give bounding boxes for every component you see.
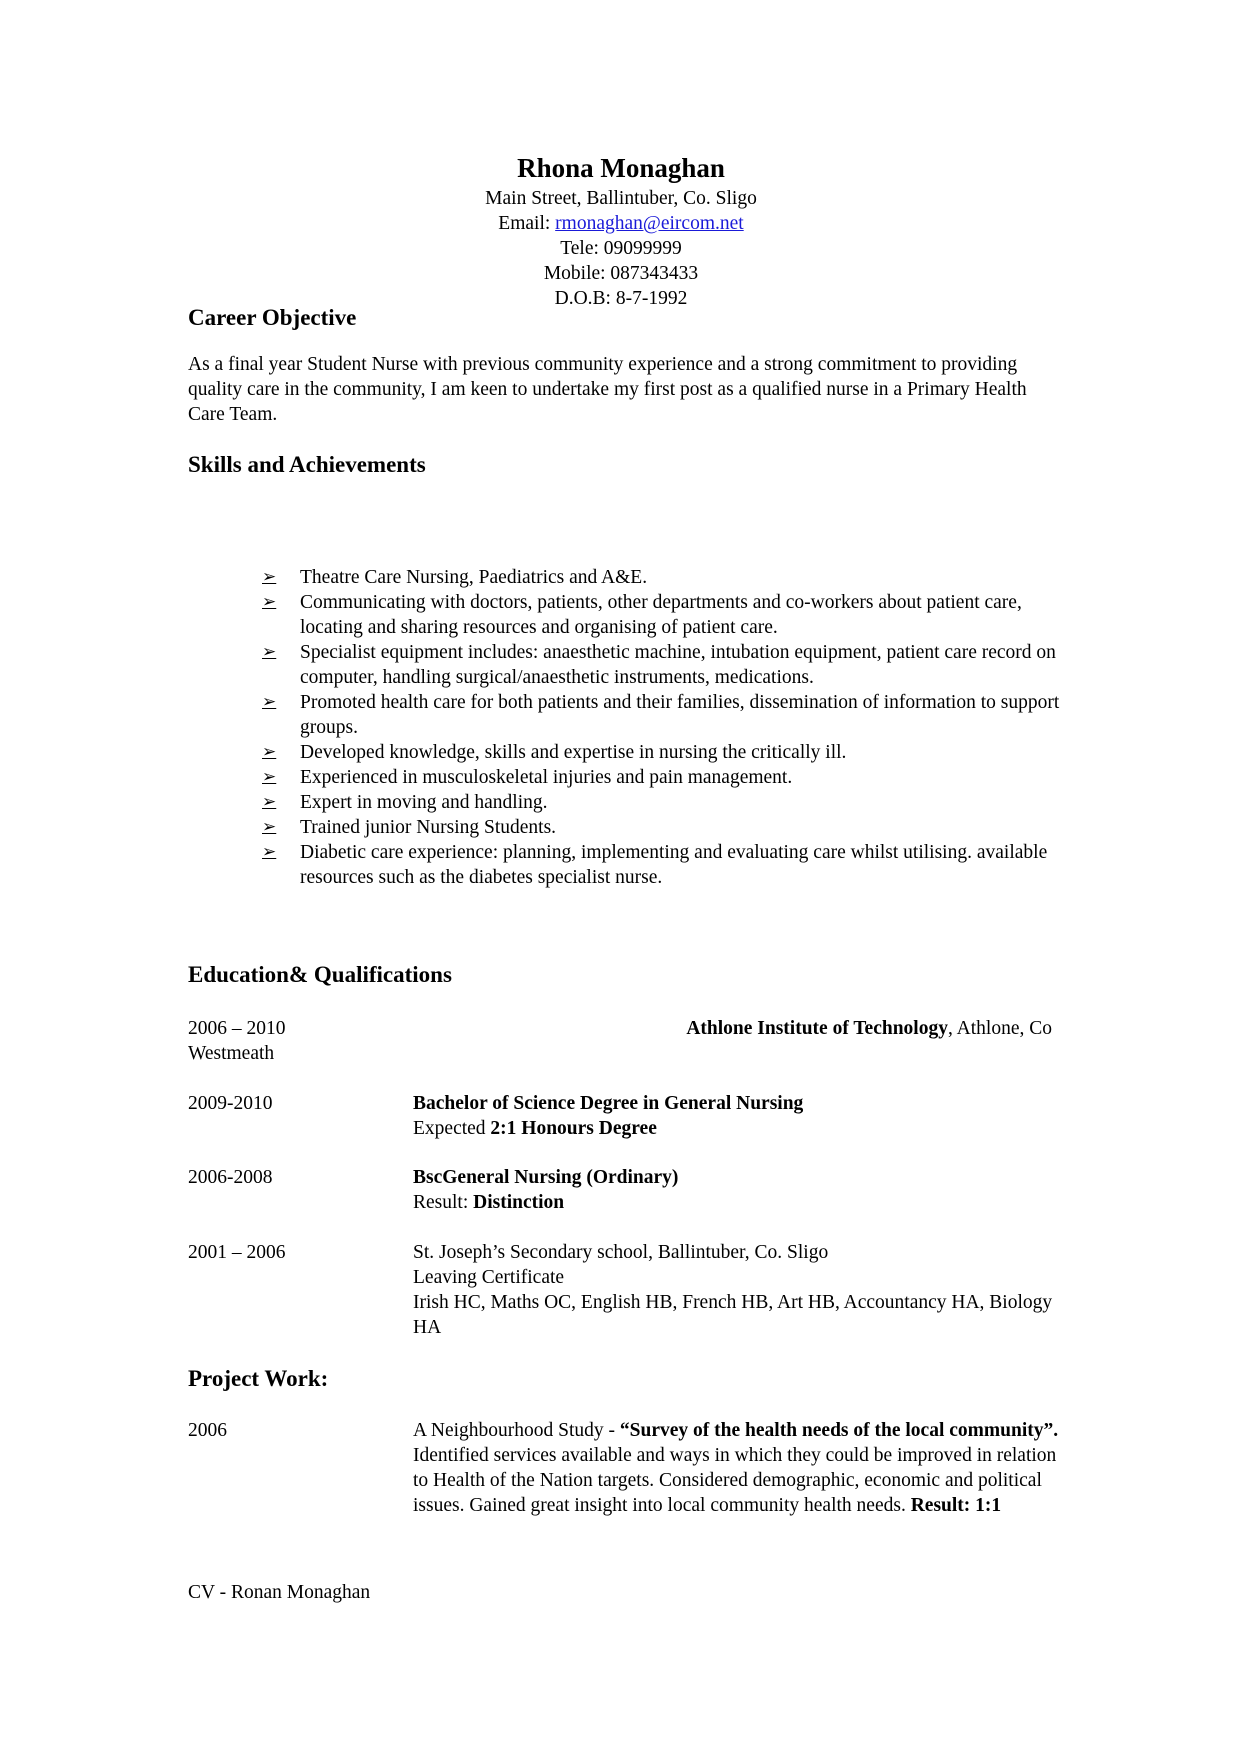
arrow-bullet-icon: ➢: [262, 767, 277, 787]
degree-result: Expected 2:1 Honours Degree: [413, 1118, 657, 1139]
project-heading: Project Work:: [188, 1366, 329, 1391]
email-link[interactable]: rmonaghan@eircom.net: [555, 213, 744, 234]
mobile: Mobile: 087343433: [543, 263, 699, 284]
email-label: Email:: [498, 213, 556, 234]
certificate-name: Leaving Certificate: [413, 1267, 565, 1288]
date-of-birth: D.O.B: 8-7-1992: [554, 288, 688, 309]
skills-list: [262, 565, 1062, 890]
arrow-bullet-icon: ➢: [262, 592, 277, 612]
project-date: 2006: [188, 1420, 227, 1441]
email-line: [0, 211, 1242, 236]
skill-item: ➢ Specialist equipment includes: anaesthetic machine, intubation equipment, patient care record on computer, handling surgical/anaesthetic instruments, medications.: [262, 642, 1056, 688]
degree-title: BscGeneral Nursing (Ordinary): [413, 1167, 679, 1188]
education-detail: [413, 1165, 1063, 1215]
education-date: 2006-2008: [188, 1167, 273, 1188]
candidate-name: Rhona Monaghan: [517, 153, 725, 183]
education-entry: [188, 1016, 1052, 1066]
career-objective-heading: Career Objective: [188, 305, 357, 330]
skill-item: ➢ Diabetic care experience: planning, implementing and evaluating care whilst utilising. available resources such as the diabetes specialist nurse.: [262, 842, 1048, 888]
footer-text: CV - Ronan Monaghan: [188, 1582, 371, 1603]
skill-item: ➢ Theatre Care Nursing, Paediatrics and A&E.: [262, 567, 648, 588]
arrow-bullet-icon: ➢: [262, 817, 277, 837]
skill-item: ➢ Promoted health care for both patients and their families, dissemination of information to support groups.: [262, 692, 1060, 738]
project-description: A Neighbourhood Study - “Survey of the health needs of the local community”. Identified services available and ways in which they could be improved in relation to Health of the Nation targets. Considered demographic, economic and political issues. Gained great insight into local community health needs. Result: 1:1: [413, 1420, 1059, 1516]
arrow-bullet-icon: ➢: [262, 792, 277, 812]
skills-heading: Skills and Achievements: [188, 452, 426, 477]
education-detail: [413, 1091, 1063, 1141]
arrow-bullet-icon: ➢: [262, 692, 277, 712]
arrow-bullet-icon: ➢: [262, 567, 277, 587]
institution: Athlone Institute of Technology, Athlone, Co: [686, 1018, 1052, 1039]
skill-item: ➢ Developed knowledge, skills and expertise in nursing the critically ill.: [262, 742, 847, 763]
education-date: 2001 – 2006: [188, 1242, 286, 1263]
skill-item: ➢ Experienced in musculoskeletal injuries and pain management.: [262, 767, 793, 788]
arrow-bullet-icon: ➢: [262, 742, 277, 762]
institution-continued: Westmeath: [188, 1043, 275, 1064]
subjects: Irish HC, Maths OC, English HB, French HB, Art HB, Accountancy HA, Biology HA: [413, 1292, 1053, 1338]
skill-item: ➢ Communicating with doctors, patients, other departments and co-workers about patient care, locating and sharing resources and organising of patient care.: [262, 592, 1022, 638]
education-date: 2006 – 2010: [188, 1018, 286, 1039]
education-date: 2009-2010: [188, 1093, 273, 1114]
arrow-bullet-icon: ➢: [262, 642, 277, 662]
education-detail: [413, 1240, 1063, 1340]
skill-item: ➢ Expert in moving and handling.: [262, 792, 548, 813]
school-name: St. Joseph’s Secondary school, Ballintuber, Co. Sligo: [413, 1242, 829, 1263]
arrow-bullet-icon: ➢: [262, 842, 277, 862]
address: Main Street, Ballintuber, Co. Sligo: [485, 188, 757, 209]
skill-item: ➢ Trained junior Nursing Students.: [262, 817, 557, 838]
cv-header: [0, 150, 1242, 311]
career-objective-text: As a final year Student Nurse with previous community experience and a strong commitment to providing quality care in the community, I am keen to undertake my first post as a qualified nurse in a Primary Health Care Team.: [188, 354, 1027, 425]
degree-result: Result: Distinction: [413, 1192, 565, 1213]
telephone: Tele: 09099999: [560, 238, 682, 259]
degree-title: Bachelor of Science Degree in General Nursing: [413, 1093, 804, 1114]
education-heading: Education& Qualifications: [188, 962, 452, 987]
